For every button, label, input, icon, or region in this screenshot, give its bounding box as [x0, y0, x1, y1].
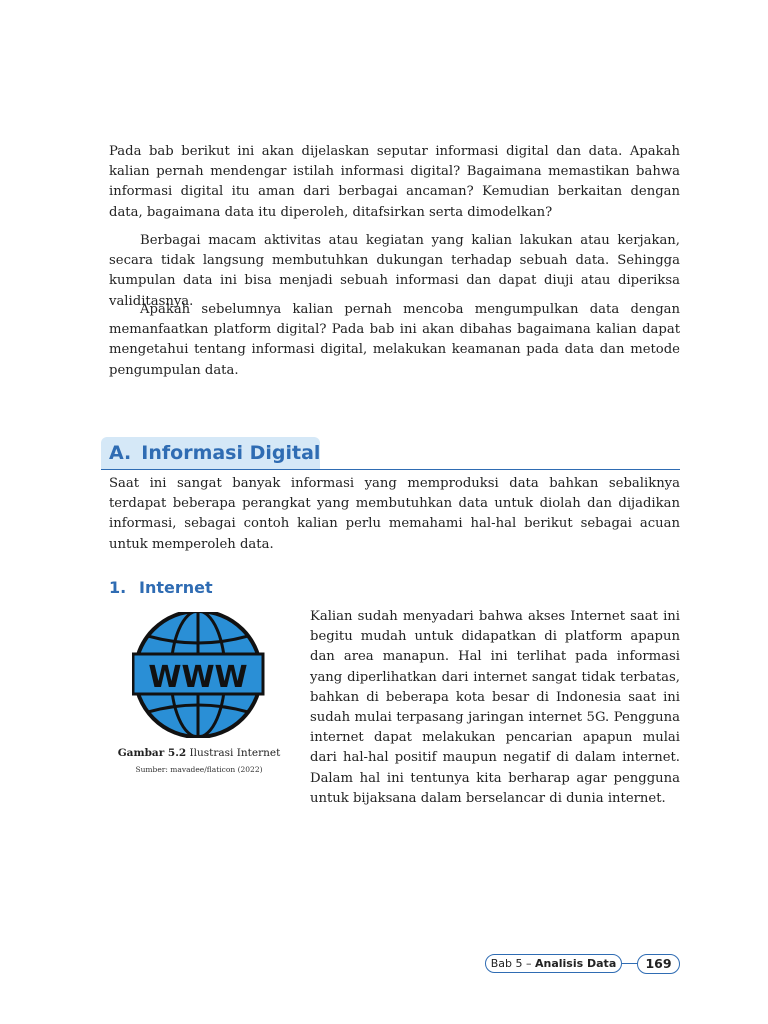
subsection-number: 1. [109, 578, 127, 597]
section-body-paragraph: Saat ini sangat banyak informasi yang memproduksi data bahkan sebaliknya terdapat beberapa perangkat yang membutuhkan data untuk diolah dan dijadikan informasi, sebagai contoh kalian perlu memahami hal-hal berikut sebagai acuan untuk memperoleh data. [109, 476, 680, 552]
internet-paragraph: Kalian sudah menyadari bahwa akses Internet saat ini begitu mudah untuk didapatkan di platform apapun dan area manapun. Hal ini terlihat pada informasi yang diperlihatkan dari internet sangat tidak terbatas, bahkan di beberapa kota besar di Indonesia saat ini sudah mulai terpasang jaringan internet 5G. Pengguna internet dapat melakukan pencarian apapun mulai dari hal-hal positif maupun negatif di dalam internet. Dalam hal ini tentunya kita berharap agar pengguna untuk bijaksana dalam berselancar di dunia internet. [310, 609, 680, 806]
chapter-title: Analisis Data [535, 957, 617, 970]
globe-www-text: WWW [148, 660, 248, 695]
chapter-label [485, 954, 622, 973]
section-title: Informasi Digital [141, 442, 321, 464]
chapter-number: Bab 5 – [490, 957, 535, 970]
footer-connector [622, 963, 637, 964]
intro-paragraph: Pada bab berikut ini akan dijelaskan seputar informasi digital dan data. Apakah kalian pernah mendengar istilah informasi digital? Bagaimana memastikan bahwa informasi digital itu aman dari berbagai ancaman? Kemudian berkaitan dengan data, bagaimana data itu diperoleh, ditafsirkan serta dimodelkan? [109, 144, 680, 220]
figure-label: Gambar 5.2 [117, 747, 187, 759]
subsection-title: Internet [139, 578, 213, 597]
subsection-heading [109, 577, 213, 599]
globe-www-icon [132, 612, 266, 738]
figure-caption [110, 746, 288, 760]
activities-paragraph: Berbagai macam aktivitas atau kegiatan yang kalian lakukan atau kerjakan, secara tidak langsung membutuhkan dukungan terhadap sebuah data. Sehingga kumpulan data ini bisa menjadi sebuah informasi dan dapat diuji atau diperiksa validitasnya. [109, 233, 680, 309]
figure-caption-text: Ilustrasi Internet [186, 747, 281, 759]
section-heading [109, 439, 320, 467]
figure-source: Sumber: mavadee/flaticon (2022) [135, 765, 263, 774]
section-divider [101, 469, 680, 470]
question-paragraph: Apakah sebelumnya kalian pernah mencoba mengumpulkan data dengan memanfaatkan platform digital? Pada bab ini akan dibahas bagaimana kalian dapat mengetahui tentang informasi digital, melakukan keamanan pada data dan metode pengumpulan data. [109, 302, 680, 378]
page-number: 169 [637, 954, 680, 974]
section-letter: A. [109, 442, 132, 464]
